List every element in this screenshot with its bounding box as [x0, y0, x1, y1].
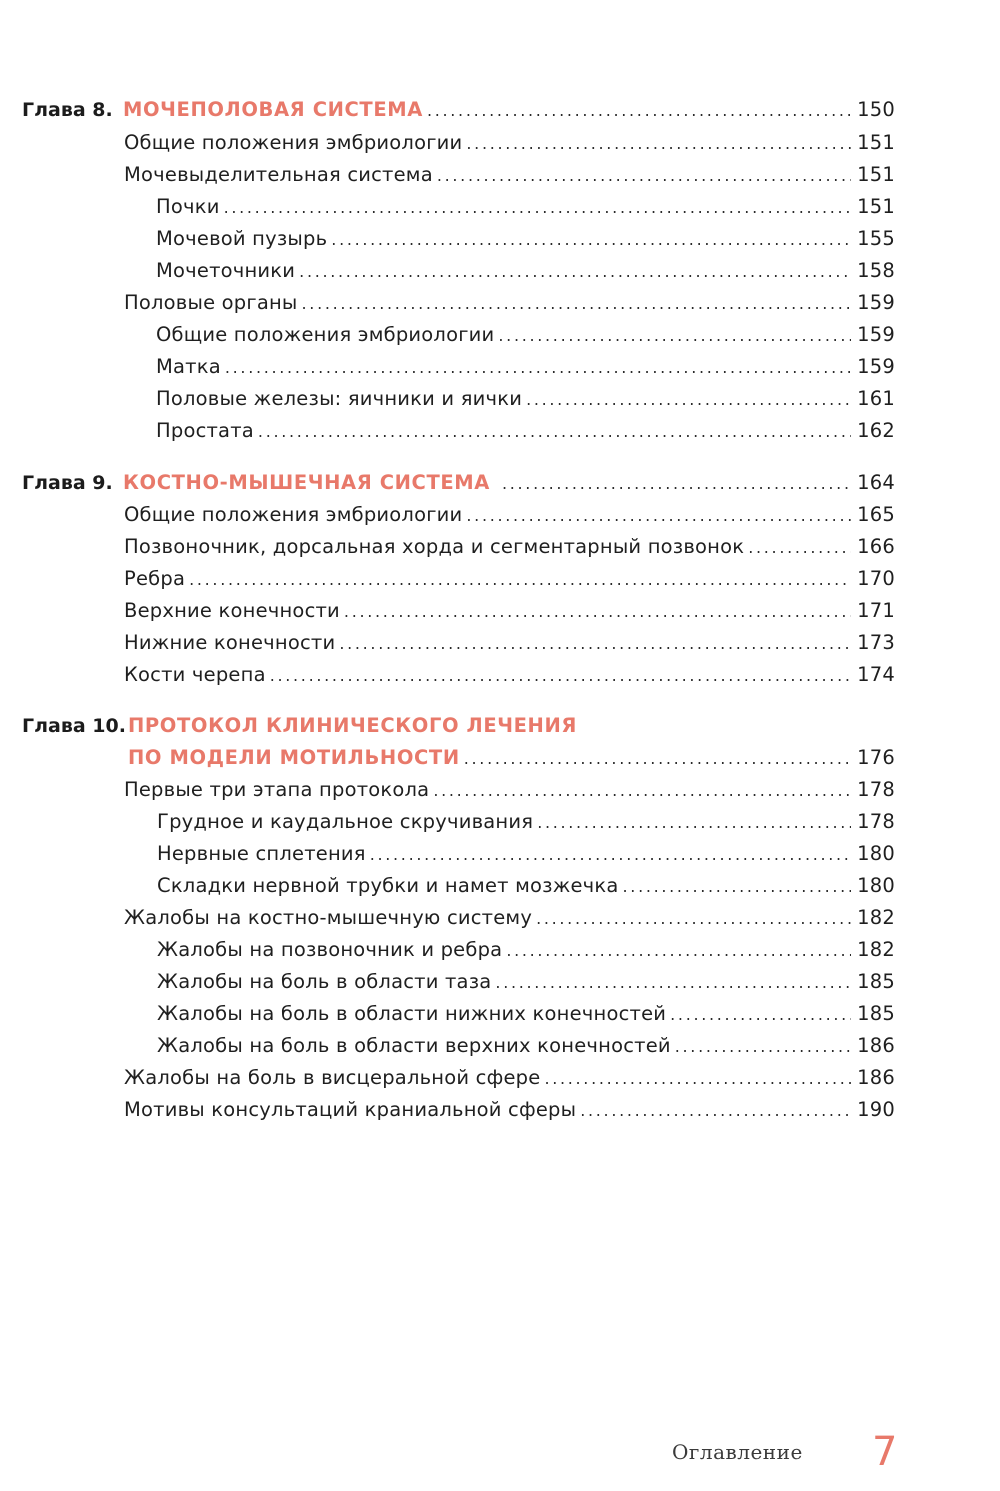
chapter-9-title: КОСТНО-МЫШЕЧНАЯ СИСТЕМА: [123, 471, 490, 494]
leader-dots: [189, 564, 851, 596]
leader-dots: [580, 1095, 851, 1127]
leader-dots: [258, 416, 851, 448]
toc-entry-page: 190: [857, 1098, 895, 1121]
toc-entry-page: 178: [857, 778, 895, 801]
page-number: 7: [872, 1429, 898, 1475]
chapter-8-page: 150: [857, 98, 895, 121]
toc-entry-label: Первые три этапа протокола: [124, 778, 430, 801]
toc-entry-label: Кости черепа: [124, 663, 266, 686]
chapter-10-title-line1[interactable]: ПРОТОКОЛ КЛИНИЧЕСКОГО ЛЕЧЕНИЯ: [128, 714, 578, 737]
toc-entry-label: Матка: [156, 355, 221, 378]
toc-entry[interactable]: [124, 774, 895, 806]
chapter-10-title-line2: ПО МОДЕЛИ МОТИЛЬНОСТИ: [128, 746, 460, 769]
leader-dots: [466, 128, 851, 160]
toc-entry-page: 162: [857, 419, 895, 442]
toc-subentry[interactable]: [157, 870, 895, 902]
toc-entry-label: Общие положения эмбриологии: [124, 131, 463, 154]
toc-entry-page: 151: [857, 131, 895, 154]
toc-entry-label: Жалобы на боль в области верхних конечностей: [157, 1034, 671, 1057]
toc-subentry[interactable]: [156, 351, 895, 383]
leader-dots: [427, 95, 851, 127]
leader-dots: [437, 160, 851, 192]
chapter-9-page: 164: [857, 471, 895, 494]
leader-dots: [464, 743, 851, 775]
leader-dots: [370, 839, 851, 871]
toc-subentry[interactable]: [156, 223, 895, 255]
toc-subentry[interactable]: [156, 415, 895, 447]
chapter-8-prefix: Глава 8.: [22, 99, 113, 121]
toc-entry-label: Мотивы консультаций краниальной сферы: [124, 1098, 577, 1121]
chapter-8-title: МОЧЕПОЛОВАЯ СИСТЕМА: [123, 98, 423, 121]
toc-entry-page: 185: [857, 1002, 895, 1025]
leader-dots: [498, 320, 851, 352]
toc-entry-page: 186: [857, 1034, 895, 1057]
leader-dots: [544, 1063, 851, 1095]
leader-dots: [526, 384, 851, 416]
toc-entry-page: 159: [857, 291, 895, 314]
leader-dots: [270, 660, 851, 692]
toc-entry-label: Общие положения эмбриологии: [156, 323, 495, 346]
toc-entry-label: Мочевыделительная система: [124, 163, 433, 186]
leader-dots: [299, 256, 851, 288]
leader-dots: [495, 967, 851, 999]
chapter-10-page: 176: [857, 746, 895, 769]
toc-entry-page: 182: [857, 906, 895, 929]
toc-subentry[interactable]: [156, 383, 895, 415]
running-footer-section: Оглавление: [672, 1440, 803, 1464]
toc-entry-label: Простата: [156, 419, 254, 442]
leader-dots: [675, 1031, 851, 1063]
chapter-10-heading[interactable]: [128, 742, 895, 774]
toc-entry-label: Жалобы на позвоночник и ребра: [157, 938, 503, 961]
leader-dots: [433, 775, 851, 807]
toc-entry[interactable]: [124, 659, 895, 691]
toc-entry-label: Общие положения эмбриологии: [124, 503, 463, 526]
toc-entry-page: 182: [857, 938, 895, 961]
leader-dots: [536, 903, 851, 935]
leader-dots: [502, 468, 851, 500]
chapter-10-prefix: Глава 10.: [22, 715, 126, 737]
toc-entry[interactable]: [124, 127, 895, 159]
toc-entry[interactable]: [124, 563, 895, 595]
toc-entry[interactable]: [124, 595, 895, 627]
toc-entry-label: Жалобы на костно-мышечную систему: [124, 906, 533, 929]
toc-subentry[interactable]: [157, 998, 895, 1030]
toc-entry-label: Складки нервной трубки и намет мозжечка: [157, 874, 619, 897]
leader-dots: [623, 871, 851, 903]
toc-subentry[interactable]: [157, 934, 895, 966]
toc-subentry[interactable]: [157, 966, 895, 998]
toc-entry-page: 170: [857, 567, 895, 590]
toc-entry-page: 185: [857, 970, 895, 993]
toc-entry-page: 151: [857, 163, 895, 186]
toc-entry-label: Жалобы на боль в области нижних конечностей: [157, 1002, 667, 1025]
toc-entry-page: 155: [857, 227, 895, 250]
toc-entry-label: Позвоночник, дорсальная хорда и сегментарный позвонок: [124, 535, 745, 558]
toc-entry[interactable]: [124, 1062, 895, 1094]
chapter-9-prefix: Глава 9.: [22, 472, 113, 494]
toc-entry[interactable]: [124, 159, 895, 191]
toc-subentry[interactable]: [157, 806, 895, 838]
toc-entry-label: Верхние конечности: [124, 599, 340, 622]
leader-dots: [331, 224, 851, 256]
leader-dots: [506, 935, 851, 967]
toc-entry[interactable]: [124, 627, 895, 659]
toc-entry-label: Грудное и каудальное скручивания: [157, 810, 534, 833]
toc-entry-page: 180: [857, 842, 895, 865]
toc-entry[interactable]: [124, 287, 895, 319]
leader-dots: [225, 352, 851, 384]
leader-dots: [339, 628, 851, 660]
leader-dots: [344, 596, 851, 628]
toc-entry-page: 161: [857, 387, 895, 410]
toc-entry-label: Нервные сплетения: [157, 842, 366, 865]
toc-entry-page: 178: [857, 810, 895, 833]
toc-entry-label: Почки: [156, 195, 220, 218]
toc-entry[interactable]: [124, 902, 895, 934]
toc-entry-page: 158: [857, 259, 895, 282]
toc-entry-page: 166: [857, 535, 895, 558]
toc-entry-label: Жалобы на боль в области таза: [157, 970, 492, 993]
toc-entry-label: Ребра: [124, 567, 186, 590]
toc-subentry[interactable]: [156, 191, 895, 223]
leader-dots: [748, 532, 851, 564]
leader-dots: [224, 192, 851, 224]
toc-subentry[interactable]: [157, 1030, 895, 1062]
toc-entry-label: Мочевой пузырь: [156, 227, 328, 250]
toc-entry-label: Половые органы: [124, 291, 298, 314]
toc-entry[interactable]: [124, 499, 895, 531]
chapter-9-heading[interactable]: [123, 467, 895, 499]
toc-entry-page: 173: [857, 631, 895, 654]
toc-subentry[interactable]: [157, 838, 895, 870]
toc-entry-page: 180: [857, 874, 895, 897]
toc-entry-label: Мочеточники: [156, 259, 296, 282]
toc-entry-page: 186: [857, 1066, 895, 1089]
toc-entry-label: Жалобы на боль в висцеральной сфере: [124, 1066, 541, 1089]
toc-subentry[interactable]: [156, 319, 895, 351]
toc-subentry[interactable]: [156, 255, 895, 287]
chapter-8-heading[interactable]: [123, 94, 895, 126]
leader-dots: [670, 999, 851, 1031]
toc-entry-page: 159: [857, 355, 895, 378]
toc-entry-page: 151: [857, 195, 895, 218]
leader-dots: [302, 288, 851, 320]
leader-dots: [537, 807, 851, 839]
leader-dots: [466, 500, 851, 532]
toc-entry-label: Половые железы: яичники и яички: [156, 387, 523, 410]
toc-entry-page: 171: [857, 599, 895, 622]
toc-entry-label: Нижние конечности: [124, 631, 336, 654]
toc-entry-page: 174: [857, 663, 895, 686]
toc-entry[interactable]: [124, 1094, 895, 1126]
toc-entry[interactable]: [124, 531, 895, 563]
toc-entry-page: 165: [857, 503, 895, 526]
toc-entry-page: 159: [857, 323, 895, 346]
